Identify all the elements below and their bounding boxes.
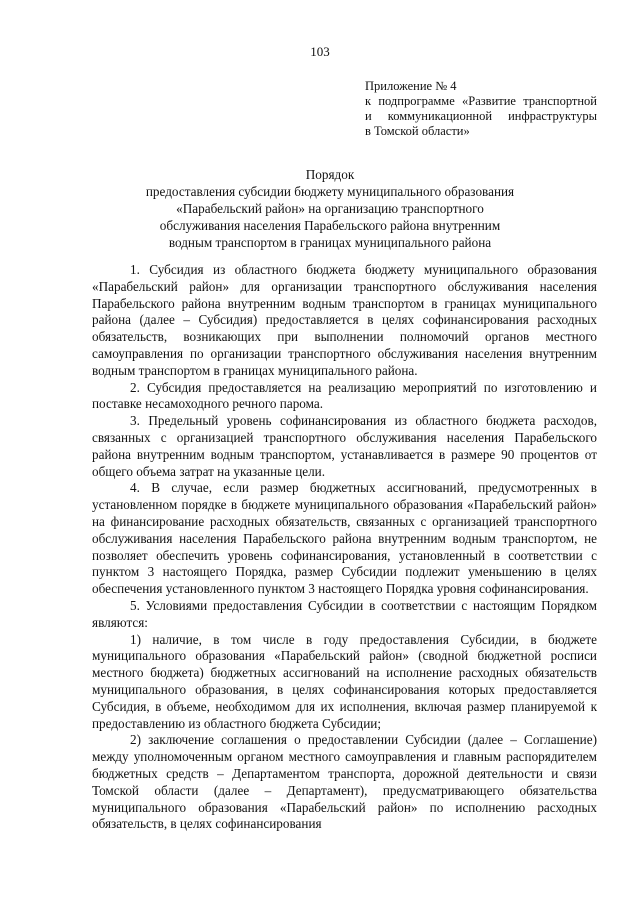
title-line: предоставления субсидии бюджету муниципального образования xyxy=(145,184,515,199)
title-line: «Парабельский район» на организацию транспортного xyxy=(176,201,484,216)
appendix-note xyxy=(365,79,597,139)
title-line: обслуживания населения Парабельского района внутренним xyxy=(159,218,501,233)
paragraph-5: 5. Условиями предоставления Субсидии в соответствии с настоящим Порядком являются: xyxy=(92,597,597,630)
document-body xyxy=(92,262,597,833)
appendix-line: в Томской области» xyxy=(365,124,470,138)
paragraph-5-item-1: 1) наличие, в том числе в году предоставления Субсидии, в бюджете муниципального образования «Парабельский район» (сводной бюджетной росписи местного бюджета) бюджетных ассигнований на исполнение расходных обязательств муниципального образования, в целях софинансирования которых предоставляется Субсидия, в объеме, необходимом для их исполнения, включая размер планируемой к предоставлению из областного бюджета Субсидии; xyxy=(92,631,597,731)
paragraph-2: 2. Субсидия предоставляется на реализацию мероприятий по изготовлению и поставке несамоходного речного парома. xyxy=(92,379,597,412)
paragraph-4: 4. В случае, если размер бюджетных ассигнований, предусмотренных в установленном порядке в бюджете муниципального образования «Парабельский район» на финансирование расходных обязательств, связанных с организацией транспортного обслуживания населения Парабельского района внутренним водным транспортом, не позволяет обеспечить уровень софинансирования, установленный в соответствии с пунктом 3 настоящего Порядка, размер Субсидии подлежит уменьшению в целях обеспечения установленного пунктом 3 настоящего Порядка уровня софинансирования. xyxy=(92,480,597,597)
appendix-line: и коммуникационной инфраструктуры xyxy=(365,109,597,123)
paragraph-3: 3. Предельный уровень софинансирования из областного бюджета расходов, связанных с организацией транспортного обслуживания населения Парабельского района внутренним водным транспортом, устанавливается в размере 90 процентов от общего объема затрат на указанные цели. xyxy=(92,413,597,479)
title-line: водным транспортом в границах муниципального района xyxy=(168,235,492,250)
appendix-line: Приложение № 4 xyxy=(365,79,457,93)
title-heading: Порядок xyxy=(305,167,355,182)
document-title xyxy=(92,166,568,251)
paragraph-1: 1. Субсидия из областного бюджета бюджету муниципального образования «Парабельский район» для организации транспортного обслуживания населения Парабельского района внутренним водным транспортом в границах муниципального района (далее – Субсидия) предоставляется в целях софинансирования расходных обязательств, возникающих при выполнении полномочий органов местного самоуправления по организации транспортного обслуживания населения внутренним водным транспортом в границах муниципального района. xyxy=(92,262,597,378)
page-number: 103 xyxy=(310,44,330,59)
appendix-line: к подпрограмме «Развитие транспортной xyxy=(365,94,597,108)
paragraph-5-item-2: 2) заключение соглашения о предоставлении Субсидии (далее – Соглашение) между уполномоченным органом местного самоуправления и главным распорядителем бюджетных средств – Департаментом транспорта, дорожной деятельности и связи Томской области (далее – Департамент), предусматривающего обязательства муниципального образования «Парабельский район» по исполнению расходных обязательств, в целях софинансирования xyxy=(92,732,597,832)
